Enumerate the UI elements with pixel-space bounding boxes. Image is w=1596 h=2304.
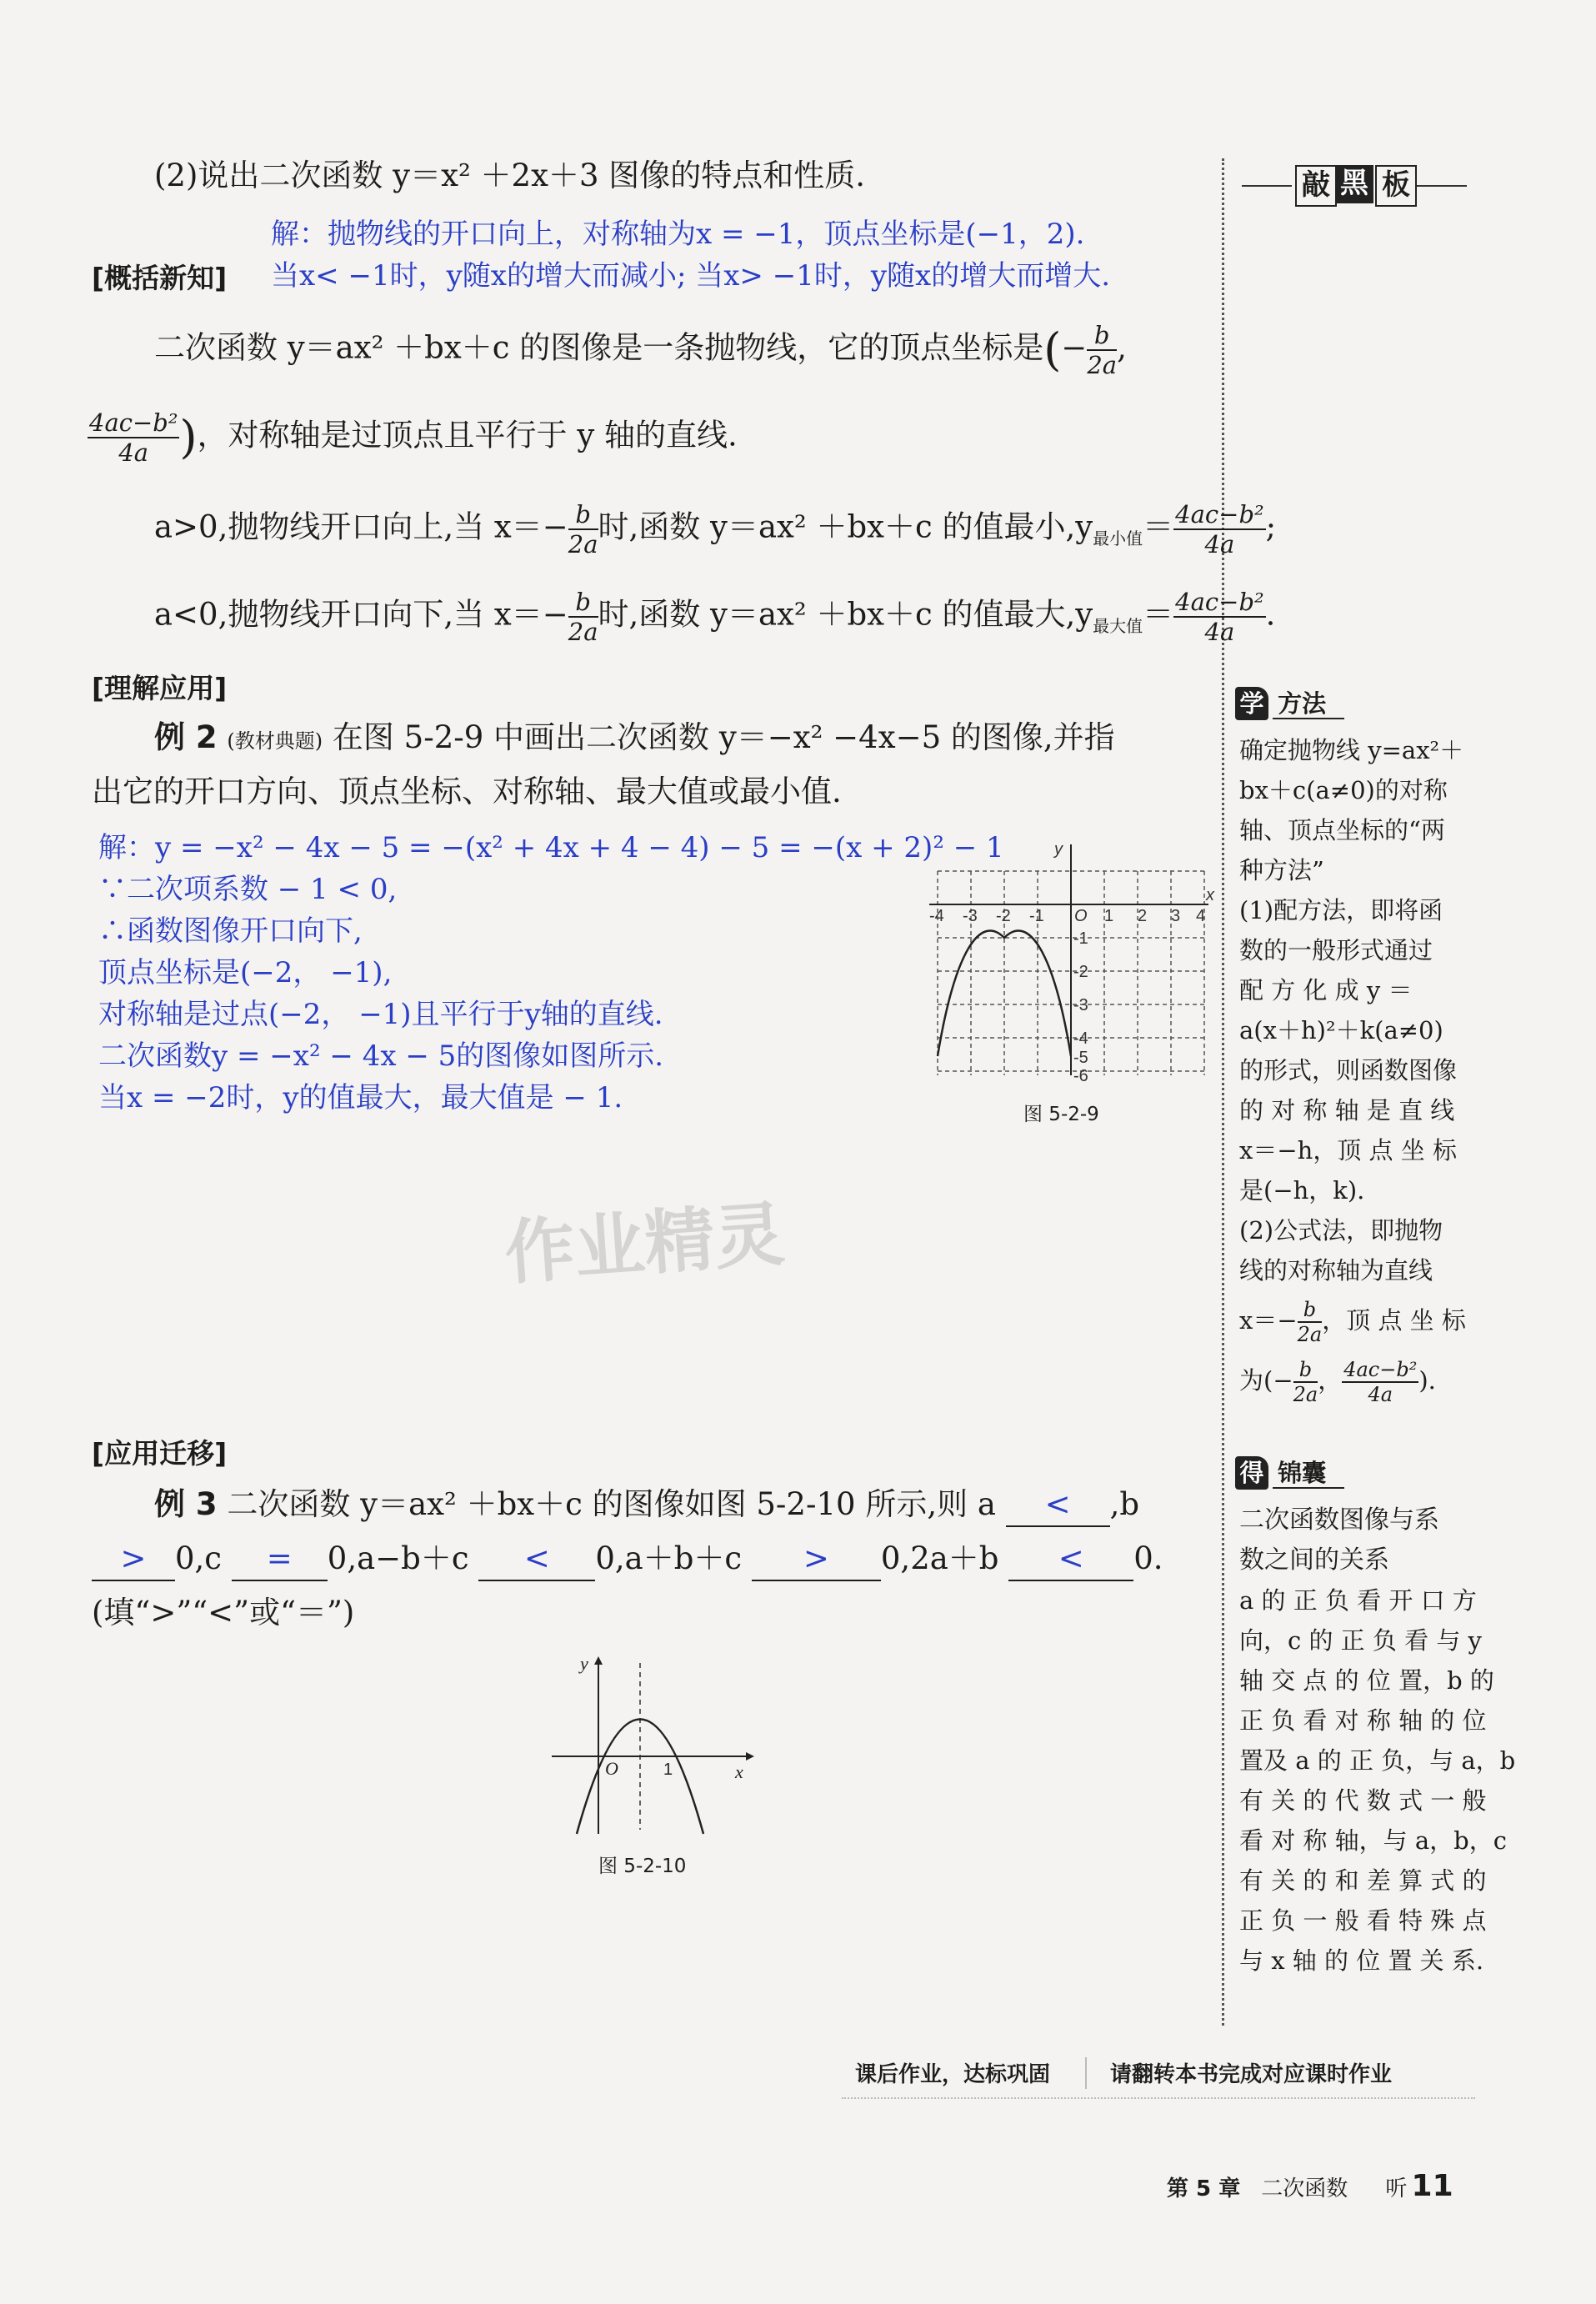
example-2-label: 例 2 bbox=[154, 719, 218, 755]
sidebar-fangfa-header bbox=[1235, 685, 1344, 720]
fig1-ytick-label: -4 bbox=[1073, 1029, 1088, 1048]
solution-2-line-7: 当x = −2时，y的值最大，最大值是 − 1. bbox=[98, 1081, 623, 1114]
concept-text-2: ，对称轴是过顶点且平行于 y 轴的直线. bbox=[197, 417, 738, 453]
fig1-ytick-label: -3 bbox=[1073, 996, 1088, 1014]
fangfa-line: 轴、顶点坐标的“两 bbox=[1239, 816, 1445, 844]
fangfa-formula-axis: x＝− $\frac{b}{2a}$ ，顶 点 坐 标 bbox=[1239, 1298, 1466, 1346]
fig1-xtick-label: 4 bbox=[1196, 907, 1206, 925]
jinnang-line: 轴 交 点 的 位 置，b 的 bbox=[1239, 1666, 1494, 1695]
a-positive-rule: a>0,抛物线开口向上,当 x＝− $\frac{b}{2a}$ 时,函数 y＝ax² ＋bx＋c 的值最小$,y_{最小值}=$ $\frac{\text{4ac−b²}}{4a}$ ; bbox=[154, 500, 1277, 558]
fangfa-line: 的 对 称 轴 是 直 线 bbox=[1239, 1096, 1455, 1124]
a-negative-rule: a<0,抛物线开口向下,当 x＝− $\frac{b}{2a}$ 时,函数 y＝ax² ＋bx＋c 的值最大$,y_{最大值}=$ $\frac{\text{4ac−b²}}{4a}$ . bbox=[154, 588, 1276, 646]
sidebar-title-char-3: 板 bbox=[1375, 165, 1417, 207]
jinnang-line: 正 负 一 般 看 特 殊 点 bbox=[1239, 1906, 1487, 1935]
solution-2-line-4: 顶点坐标是(−2， −1), bbox=[98, 956, 393, 989]
fangfa-line: 数的一般形式通过 bbox=[1239, 936, 1433, 964]
listen-label: 听 bbox=[1385, 2176, 1408, 2201]
sidebar-header bbox=[1242, 163, 1467, 207]
jinnang-icon: 得 bbox=[1235, 1456, 1268, 1490]
jinnang-line: 数之间的关系 bbox=[1239, 1545, 1389, 1575]
fig1-origin-label: O bbox=[1074, 907, 1088, 925]
fangfa-formula-vertex: 为(− $\frac{b}{2a}$ ， $\frac{\text{4ac−b²}}{4a}$ ). bbox=[1239, 1358, 1436, 1406]
example-3-line-1: 例 3 二次函数 y＝ax² ＋bx＋c 的图像如图 5-2-10 所示,则 a < ,b bbox=[154, 1484, 1139, 1527]
jinnang-line: 正 负 看 对 称 轴 的 位 bbox=[1239, 1706, 1487, 1735]
chapter-topic: 二次函数 bbox=[1261, 2176, 1348, 2201]
answer-apb: > bbox=[803, 1540, 829, 1576]
fangfa-line: bx＋c(a≠0)的对称 bbox=[1239, 776, 1448, 804]
fig1-xtick-label: -2 bbox=[996, 907, 1011, 925]
figure-5-2-9 bbox=[921, 838, 1213, 1088]
chapter-label: 第 5 章 bbox=[1167, 2176, 1241, 2201]
fig1-xtick-label: 3 bbox=[1171, 907, 1181, 925]
fangfa-line: (2)公式法，即抛物 bbox=[1239, 1216, 1443, 1245]
footer-homework-banner bbox=[842, 2051, 1475, 2099]
fig2-ylabel: y bbox=[580, 1653, 588, 1674]
example-3-text: 二次函数 y＝ax² ＋bx＋c 的图像如图 5-2-10 所示,则 a bbox=[227, 1486, 996, 1522]
page-number: 11 bbox=[1411, 2169, 1453, 2203]
watermark: 作业精灵 bbox=[502, 1193, 788, 1295]
fig1-xtick-label: -3 bbox=[963, 907, 978, 925]
sidebar-fangfa-body bbox=[1239, 730, 1466, 1410]
answer-1-line-2: 当x< −1时，y随x的增大而减小; 当x> −1时，y随x的增大而增大. bbox=[271, 259, 1111, 293]
fig2-xlabel: x bbox=[735, 1761, 743, 1782]
solution-2-line-5: 对称轴是过点(−2， −1)且平行于y轴的直线. bbox=[98, 998, 663, 1031]
sidebar-jinnang-body bbox=[1239, 1500, 1515, 1981]
footer-right-text: 请翻转本书完成对应课时作业 bbox=[1110, 2062, 1393, 2087]
solution-2-line-1: 解：y = −x² − 4x − 5 = −(x² + 4x + 4 − 4) − 5 = −(x + 2)² − 1 bbox=[98, 831, 1004, 864]
fig1-xtick-label: -4 bbox=[929, 907, 944, 925]
fig1-xtick-label: 2 bbox=[1138, 907, 1148, 925]
example-2-line-1 bbox=[154, 717, 1115, 762]
section-gaikuo: [概括新知] bbox=[92, 262, 228, 294]
fig1-xtick-label: -1 bbox=[1029, 907, 1044, 925]
fangfa-line: 线的对称轴为直线 bbox=[1239, 1256, 1433, 1285]
answer-1-line-1: 解：抛物线的开口向上，对称轴为x = −1，顶点坐标是(−1，2). bbox=[271, 218, 1085, 251]
fig1-ytick-label: -6 bbox=[1073, 1067, 1088, 1085]
fangfa-line: 的形式，则函数图像 bbox=[1239, 1056, 1458, 1084]
fig1-xtick-label: 1 bbox=[1104, 907, 1114, 925]
fig1-xlabel: x bbox=[1206, 886, 1214, 904]
answer-2ab: < bbox=[1058, 1540, 1084, 1576]
fangfa-icon: 学 bbox=[1235, 687, 1268, 720]
fangfa-line: a(x＋h)²＋k(a≠0) bbox=[1239, 1016, 1443, 1044]
jinnang-line: a 的 正 负 看 开 口 方 bbox=[1239, 1586, 1477, 1615]
example-3-label: 例 3 bbox=[154, 1486, 218, 1522]
fangfa-line: (1)配方法，即将函 bbox=[1239, 896, 1443, 924]
sidebar-jinnang-header bbox=[1235, 1455, 1344, 1490]
sidebar-title-char-1: 敲 bbox=[1295, 165, 1337, 207]
jinnang-line: 置及 a 的 正 负，与 a，b bbox=[1239, 1746, 1516, 1775]
question-2: (2)说出二次函数 y＝x² ＋2x＋3 图像的特点和性质. bbox=[154, 158, 866, 193]
jinnang-line: 有 关 的 和 差 算 式 的 bbox=[1239, 1866, 1487, 1895]
solution-2-line-3: ∴函数图像开口向下, bbox=[98, 914, 363, 948]
section-yingyong: [应用迁移] bbox=[92, 1437, 228, 1470]
fangfa-line: 配 方 化 成 y ＝ bbox=[1239, 976, 1413, 1004]
figure-5-2-9-caption: 图 5-2-9 bbox=[1023, 1104, 1099, 1125]
fig2-origin: O bbox=[605, 1758, 618, 1779]
jinnang-line: 看 对 称 轴，与 a，b，c bbox=[1239, 1826, 1507, 1855]
fig2-tick-1: 1 bbox=[663, 1761, 673, 1779]
example-2-line-2: 出它的开口方向、顶点坐标、对称轴、最大值或最小值. bbox=[92, 774, 842, 809]
answer-c: = bbox=[266, 1540, 293, 1576]
sidebar-title-char-2: 黑 bbox=[1335, 165, 1373, 203]
frac-b-over-2a: $\frac{b}{2a}$ bbox=[1087, 321, 1118, 379]
answer-amb: < bbox=[523, 1540, 550, 1576]
example-3-fill-hint: (填“>”“<”或“＝”) bbox=[92, 1595, 355, 1630]
concept-text-1: 二次函数 y＝ax² ＋bx＋c 的图像是一条抛物线，它的顶点坐标是 bbox=[154, 329, 1044, 366]
example-3-line-2: > 0,c = 0,a−b＋c < 0,a＋b＋c > 0,2a＋b < 0. bbox=[92, 1538, 1163, 1581]
fig1-ytick-label: -5 bbox=[1073, 1049, 1088, 1067]
concept-line-1: 二次函数 y＝ax² ＋bx＋c 的图像是一条抛物线，它的顶点坐标是(− $\frac{b}{2a}$ , bbox=[154, 321, 1127, 379]
fangfa-line: 是(−h，k). bbox=[1239, 1176, 1365, 1205]
answer-a: < bbox=[1044, 1486, 1071, 1522]
example-2-tag: (教材典题) bbox=[227, 729, 323, 753]
example-2-text-1: 在图 5-2-9 中画出二次函数 y＝−x² −4x−5 的图像,并指 bbox=[332, 719, 1115, 755]
fig1-ylabel: y bbox=[1054, 840, 1063, 859]
concept-line-2: $\frac{\text{4ac−b²}}{4a}$ )，对称轴是过顶点且平行于 y 轴的直线. bbox=[89, 408, 738, 467]
footer-left-text: 课后作业，达标巩固 bbox=[855, 2062, 1051, 2087]
fig1-ytick-label: -2 bbox=[1073, 963, 1088, 981]
jinnang-line: 二次函数图像与系 bbox=[1239, 1505, 1439, 1535]
solution-2-line-2: ∵二次项系数 − 1 < 0, bbox=[98, 873, 398, 906]
section-lijie: [理解应用] bbox=[92, 672, 228, 704]
jinnang-line: 向，c 的 正 负 看 与 y bbox=[1239, 1626, 1482, 1655]
fangfa-title: 方法 bbox=[1273, 689, 1344, 719]
figure-5-2-10-caption: 图 5-2-10 bbox=[598, 1856, 687, 1877]
answer-b: > bbox=[120, 1540, 147, 1576]
fangfa-line: x＝−h，顶 点 坐 标 bbox=[1239, 1136, 1457, 1165]
fangfa-line: 确定抛物线 y=ax²＋ bbox=[1239, 736, 1464, 764]
jinnang-title: 锦囊 bbox=[1273, 1459, 1344, 1489]
fig1-ytick-label: -1 bbox=[1073, 929, 1088, 948]
jinnang-line: 与 x 轴 的 位 置 关 系. bbox=[1239, 1946, 1484, 1975]
jinnang-line: 有 关 的 代 数 式 一 般 bbox=[1239, 1786, 1487, 1815]
sidebar-divider bbox=[1222, 158, 1224, 2026]
fangfa-line: 种方法” bbox=[1239, 856, 1324, 884]
page-footer bbox=[1167, 2169, 1453, 2203]
solution-2-line-6: 二次函数y = −x² − 4x − 5的图像如图所示. bbox=[98, 1039, 664, 1073]
frac-vertex-y: $\frac{\text{4ac−b²}}{4a}$ bbox=[89, 408, 178, 467]
figure-5-2-10 bbox=[542, 1655, 758, 1842]
